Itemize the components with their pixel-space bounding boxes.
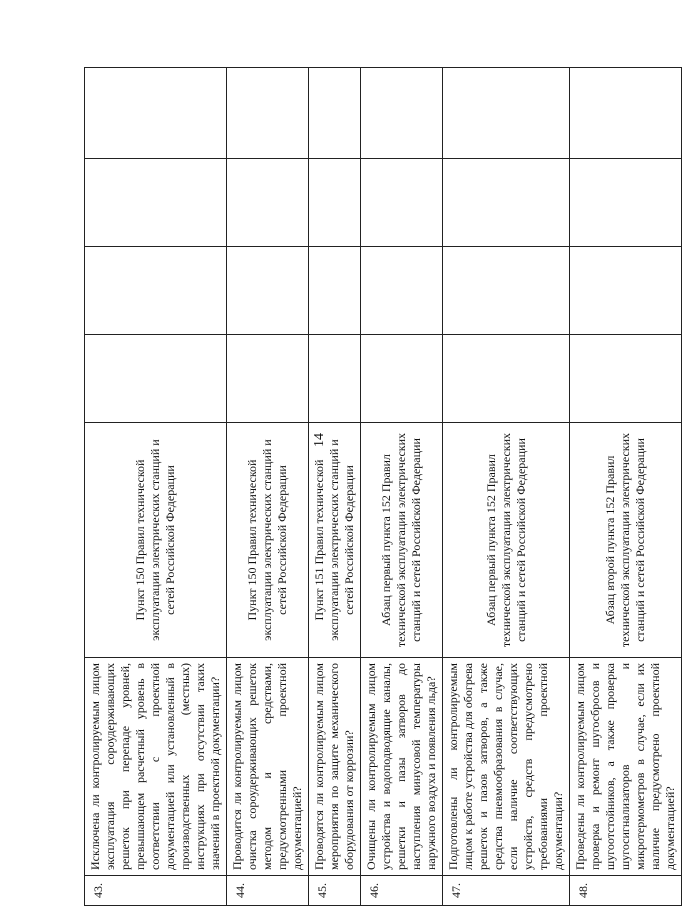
page-number: 14 (312, 433, 327, 447)
reference-cell: Пункт 150 Правил технической эксплуатации электрических станций и сетей Российской Федерации (85, 423, 227, 658)
reference-cell: Абзац первый пункта 152 Правил технической эксплуатации электрических станций и сетей Российской Федерации (361, 423, 443, 658)
comment-cell[interactable] (309, 68, 361, 159)
table-row (361, 68, 443, 906)
row-number: 46. (361, 876, 443, 906)
row-number: 47. (443, 876, 570, 906)
answer-cell-yes[interactable] (570, 335, 682, 423)
answer-cell-no[interactable] (443, 247, 570, 335)
comment-cell[interactable] (443, 68, 570, 159)
answer-cell-yes[interactable] (85, 335, 227, 423)
reference-cell: Пункт 150 Правил технической эксплуатации электрических станций и сетей Российской Федерации (227, 423, 309, 658)
comment-cell[interactable] (570, 68, 682, 159)
reference-cell: Абзац второй пункта 152 Правил технической эксплуатации электрических станций и сетей Российской Федерации (570, 423, 682, 658)
rotated-checklist-table (84, 68, 677, 906)
question-cell: Очищены ли контролируемым лицом устройства и водоподводящие каналы, решетки и пазы затворов до наступления минусовой температуры наружного воздуха и появления льда? (361, 658, 443, 876)
answer-cell-no[interactable] (570, 247, 682, 335)
answer-cell-yes[interactable] (227, 335, 309, 423)
reference-cell: Абзац первый пункта 152 Правил технической эксплуатации электрических станций и сетей Российской Федерации (443, 423, 570, 658)
question-cell: Исключена ли контролируемым лицом эксплуатация сороудерживающих решеток при перепаде уровней, превышающем расчетный уровень в соответствии с проектной документацией или установленный в производственных (местных) инструкциях при отсутствии таких значений в проектной документации? (85, 658, 227, 876)
question-cell: Проводится ли контролируемым лицом очистка сороудерживающих решеток методом и средствами, предусмотренными проектной документацией? (227, 658, 309, 876)
comment-cell[interactable] (85, 68, 227, 159)
answer-cell-na[interactable] (85, 159, 227, 247)
answer-cell-na[interactable] (570, 159, 682, 247)
table-row (227, 68, 309, 906)
question-cell: Проводятся ли контролируемым лицом мероприятия по защите механического оборудования от коррозии? (309, 658, 361, 876)
comment-cell[interactable] (361, 68, 443, 159)
answer-cell-no[interactable] (309, 247, 361, 335)
row-number: 43. (85, 876, 227, 906)
table-row (85, 68, 227, 906)
answer-cell-no[interactable] (361, 247, 443, 335)
answer-cell-no[interactable] (85, 247, 227, 335)
answer-cell-na[interactable] (309, 159, 361, 247)
row-number: 45. (309, 876, 361, 906)
reference-cell: Пункт 151 Правил технической эксплуатации электрических станций и сетей Российской Федерации (309, 423, 361, 658)
answer-cell-yes[interactable] (361, 335, 443, 423)
question-cell: Проведены ли контролируемым лицом проверка и ремонт шугосбросов и шугоотстойников, а также проверка шугосигнализаторов и микротермометров в случае, если их наличие предусмотрено проектной документацией? (570, 658, 682, 876)
answer-cell-yes[interactable] (443, 335, 570, 423)
answer-cell-na[interactable] (443, 159, 570, 247)
table-row (443, 68, 570, 906)
table-row (570, 68, 682, 906)
question-cell: Подготовлены ли контролируемым лицом к работе устройства для обогрева решеток и пазов затворов, а также средства пневмообразования в случае, если наличие соответствующих устройств, средств предусмотрено требованиями проектной документации? (443, 658, 570, 876)
answer-cell-na[interactable] (361, 159, 443, 247)
table-row (309, 68, 361, 906)
checklist-table (84, 67, 682, 906)
row-number: 44. (227, 876, 309, 906)
comment-cell[interactable] (227, 68, 309, 159)
answer-cell-no[interactable] (227, 247, 309, 335)
answer-cell-na[interactable] (227, 159, 309, 247)
row-number: 48. (570, 876, 682, 906)
answer-cell-yes[interactable] (309, 335, 361, 423)
